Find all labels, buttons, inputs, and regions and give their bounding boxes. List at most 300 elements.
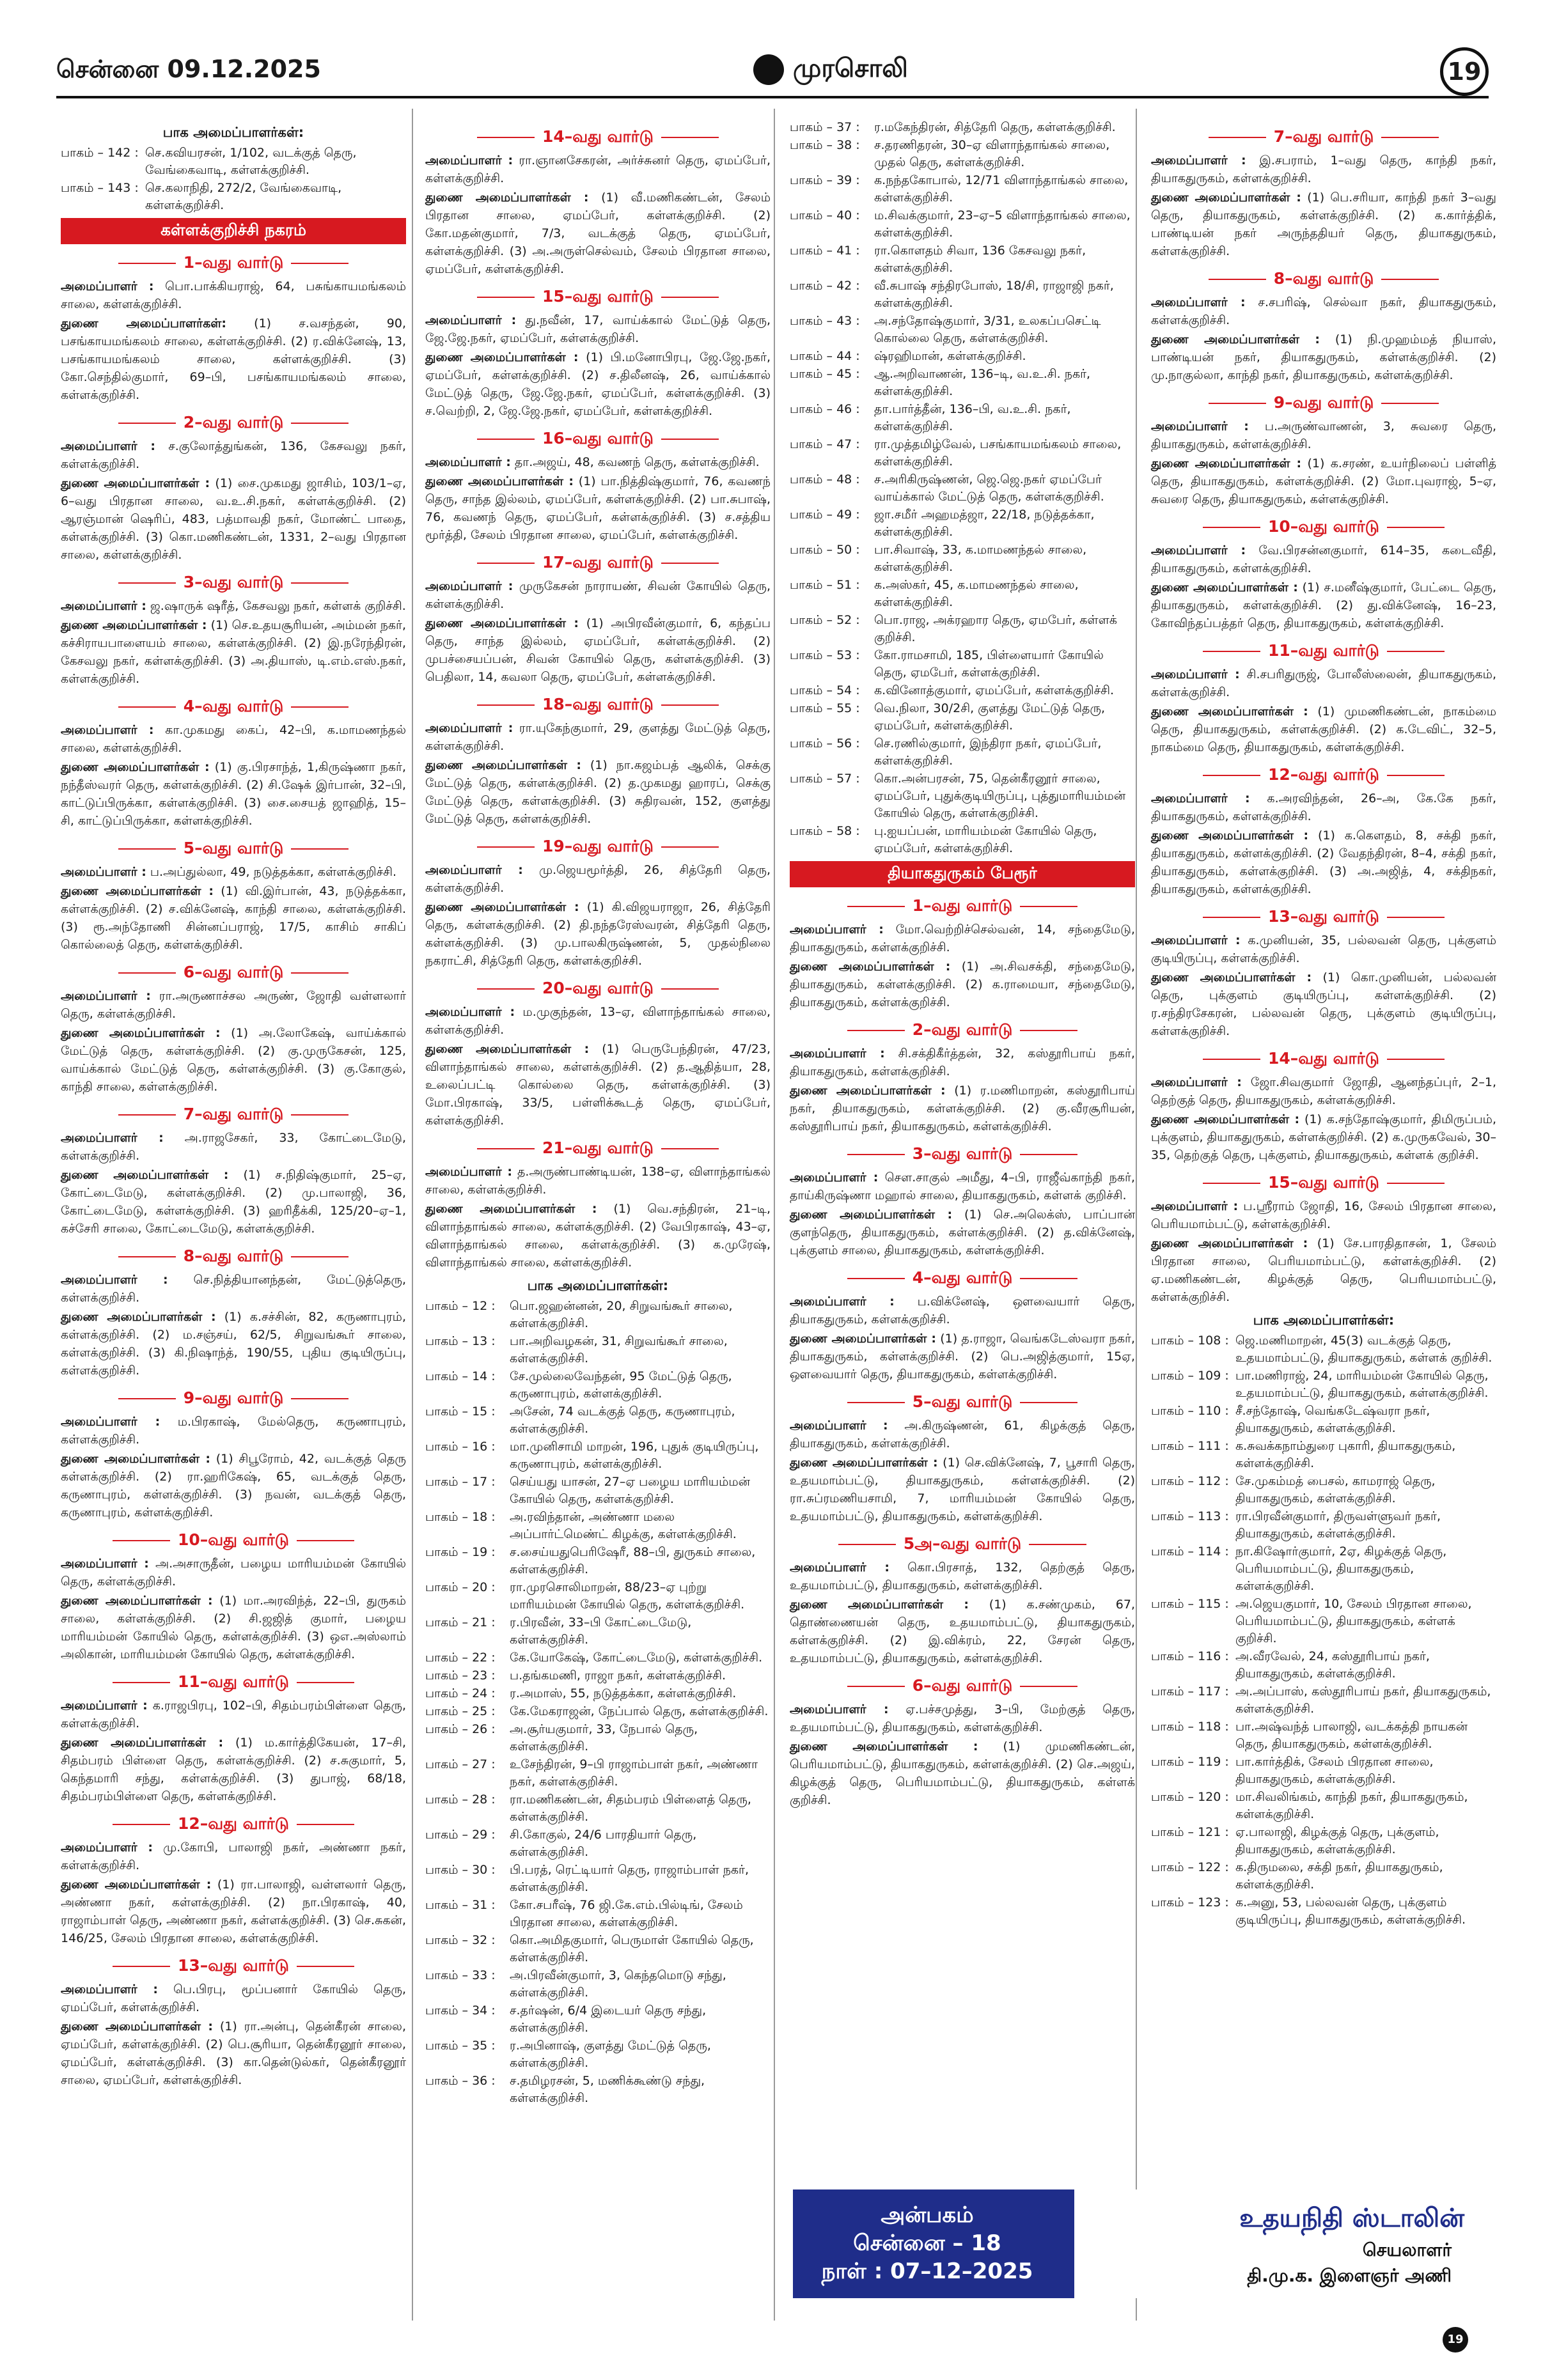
deputies-label: துணை அமைப்பாளர்கள் : [1151,704,1308,719]
deputies-label: துணை அமைப்பாளர்கள் : [425,191,589,205]
ward-deputies [790,958,1135,1011]
deputies-label: துணை அமைப்பாளர்கள் : [790,1598,969,1612]
deputies-value: (1) க.சச்சின், 82, கருணாபுரம், கள்ளக்குறிச்சி. (2) ம.சஞ்சய், 62/5, சிறுவங்கூர் சாலை, கள்ளக்குறிச்சி. (3) கி.நிஷாந்த், 190/55, புதிய குடியிருப்பு, கள்ளக்குறிச்சி. [61,1310,406,1378]
deputies-label: துணை அமைப்பாளர்கள் : [61,476,210,490]
ward-deputies [61,1024,406,1096]
organiser-label: அமைப்பாளர் : [790,1702,889,1716]
masthead [753,54,908,86]
booth-value: அ.பிரவீன்குமார், 3, கெந்தமொடு சந்து, கள்ளக்குறிச்சி. [510,1968,726,2000]
organiser-label: அமைப்பாளர் : [790,922,884,937]
booth-value: சே.முல்லைவேந்தன், 95 மேட்டுத் தெரு, கருணாபுரம், கள்ளக்குறிச்சி. [510,1369,732,1401]
ward-title: 16–வது வார்டு [425,429,771,450]
ward-title: 9–வது வார்டு [1151,393,1496,414]
deputies-label: துணை அமைப்பாளர்கள் : [790,1739,978,1754]
organiser-value: க.ராஜபிரபு, 102–பி, சிதம்பரம்பிள்ளை தெரு, கள்ளக்குறிச்சி. [61,1699,407,1731]
booth-key: பாகம் – 27 : [425,1757,496,1771]
ward-title: 4–வது வார்டு [790,1268,1135,1289]
booth-key: பாகம் – 118 : [1151,1720,1229,1734]
booth-row [425,1368,771,1403]
booth-value: கே.மேகராஜன், நேப்பால் தெரு, கள்ளக்குறிச்சி. [510,1704,769,1718]
booth-key: பாகம் – 56 : [790,736,860,751]
ward-title: 15–வது வார்டு [1151,1173,1496,1194]
booth-row [790,541,1135,576]
deputies-value: (1) அ.லோகேஷ், வாய்க்கால் மேட்டுத் தெரு, கள்ளக்குறிச்சி. (2) கு.முருகேசன், 125, வாய்க்கால் மேட்டுத் தெரு, கள்ளக்குறிச்சி. (3) கு.கோகுல், காந்தி சாலை, கள்ளக்குறிச்சி. [61,1026,406,1094]
deputies-value: (1) கொ.முனியன், பல்லவன் தெரு, புக்குளம் குடியிருப்பு, கள்ளக்குறிச்சி. (2) ர.சந்திரசேகரன், பல்லவன் தெரு, புக்குளம் குடியிருப்பு, கள்ளக்குறிச்சி. [1151,970,1496,1038]
booth-value: அ.ரவிந்தான், அண்ணா மலை அப்பார்ட்மெண்ட் கிழக்கு, கள்ளக்குறிச்சி. [510,1510,737,1541]
ward-organiser [790,1169,1135,1204]
deputies-value: (1) க.சரண், உயர்நிலைப் பள்ளித் தெரு, தியாகதுருகம், கள்ளக்குறிச்சி. (2) மோ.புவராஜ், 5–ஏ, சுவரை தெரு, தியாகதுருகம், கள்ளக்குறிச்சி. [1151,456,1496,506]
organiser-label: அமைப்பாளர் : [61,439,156,453]
booth-value: ரா.முரசொலிமாறன், 88/23–ஏ புற்று மாரியம்மன் கோயில் தெரு, கள்ளக்குறிச்சி. [510,1580,745,1612]
booth-key: பாகம் – 29 : [425,1828,496,1842]
booth-key: பாகம் – 13 : [425,1334,496,1348]
ward-organiser [425,311,771,347]
booth-row [425,1721,771,1755]
organiser-label: அமைப்பாளர் : [425,1165,512,1179]
organiser-value: அ.கிருஷ்ணன், 61, கிழக்குத் தெரு, தியாகதுருகம், கள்ளக்குறிச்சி. [790,1419,1136,1451]
deputies-label: துணை அமைப்பாளர்கள் : [425,900,579,914]
organiser-label: அமைப்பாளர் : [425,455,511,469]
deputies-value: (1) ச.நிதிஷ்குமார், 25–ஏ, கோட்டைமேடு, கள்ளக்குறிச்சி. (2) மு.பாலாஜி, 36, கோட்டைமேடு, கள்ளக்குறிச்சி. (3) ஹரிதீக்கி, 125/20–ஏ–1, கச்சேரி சாலை, கோட்டைமேடு, கள்ளக்குறிச்சி. [61,1168,406,1236]
booth-row [425,1826,771,1861]
ward-organiser [61,1839,406,1874]
booth-value: ர.மகேந்திரன், சித்தேரி தெரு, கள்ளக்குறிச்சி. [874,120,1116,134]
booth-key: பாகம் – 51 : [790,578,860,592]
deputies-label: துணை அமைப்பாளர்கள் : [425,758,581,772]
booth-value: அ.வீரவேல், 24, கஸ்தூரிபாய் நகர், தியாகதுருகம், கள்ளக்குறிச்சி. [1235,1649,1430,1681]
booth-row [790,577,1135,611]
ward-title: 11–வது வார்டு [1151,641,1496,662]
booth-key: பாகம் – 16 : [425,1440,496,1454]
booth-key: பாகம் – 52 : [790,613,860,627]
booth-row [425,1862,771,1896]
booth-value: ரா.முத்தமிழ்வேல், பசங்காயமங்கலம் சாலை, கள்ளக்குறிச்சி. [874,437,1122,469]
organiser-label: அமைப்பாளர் : [1151,153,1246,167]
ward-organiser [790,1559,1135,1594]
organiser-label: அமைப்பாளர் : [1151,1199,1239,1213]
booth-row [425,1649,771,1667]
booth-value: ச.சைய்யதுபெரிஷேரீ, 88–பி, துருகம் சாலை, கள்ளக்குறிச்சி. [510,1545,756,1576]
ward-organiser [1151,541,1496,577]
ward-deputies [425,1040,771,1130]
section-banner: கள்ளக்குறிச்சி நகரம் [61,218,406,244]
booth-row [425,1474,771,1508]
booth-key: பாகம் – 20 : [425,1580,496,1594]
ward-deputies [1151,455,1496,508]
ward-deputies [61,2018,406,2089]
booth-value: சீ.சந்தோஷ், வெங்கடேஷ்வரா நகர், தியாகதுருகம், கள்ளக்குறிச்சி. [1235,1404,1430,1435]
organiser-label: அமைப்பாளர் : [61,989,151,1003]
ward-title: 14–வது வார்டு [425,127,771,148]
deputies-value: (1) செ.அலெக்ஸ், பாப்பான் குளந்தெரு, தியாகதுருகம், கள்ளக்குறிச்சி. (2) த.விக்னேஷ், புக்குளம் சாலை, தியாகதுருகம், கள்ளக்குறிச்சி. [790,1208,1135,1257]
organiser-label: அமைப்பாளர் : [1151,419,1249,433]
footer-page-number: 19 [1443,2327,1468,2353]
booth-value: அ.அப்பாஸ், கஸ்தூரிபாய் நகர், தியாகதுருகம், கள்ளக்குறிச்சி. [1235,1684,1491,1716]
column-4 [1151,118,1496,1929]
booth-value: ச.அரிகிருஷ்ணன், ஜெ.ஜெ.நகர் ஏமப்பேர் வாய்க்கால் மேட்டுத் தெரு, கள்ளக்குறிச்சி. [874,472,1104,504]
organiser-value: ச.குலோத்துங்கன், 136, கேசவலு நகர், கள்ளக்குறிச்சி. [61,439,406,471]
booth-key: பாகம் – 113 : [1151,1509,1229,1523]
ward-deputies [61,758,406,830]
booth-key: பாகம் – 44 : [790,349,860,363]
booth-value: க.வினோத்குமார், ஏமப்பேர், கள்ளக்குறிச்சி. [874,683,1115,697]
organiser-label: அமைப்பாளர் : [1151,933,1241,947]
booth-key: பாகம் – 31 : [425,1898,496,1912]
organiser-value: மு.ஜெயமூர்த்தி, 26, சித்தேரி தெரு, கள்ளக்குறிச்சி. [425,863,771,895]
ward-deputies [1151,703,1496,756]
booth-row [1151,1648,1496,1683]
ward-deputies [1151,331,1496,384]
deputies-value: (1) ச.மனீஷ்குமார், பேட்டை தெரு, தியாகதுருகம், கள்ளக்குறிச்சி. (2) து.விக்னேஷ், 16–23, கோவிந்தப்பத்தர் தெரு, தியாகதுருகம், கள்ளக்குறிச்சி. [1151,580,1496,630]
booth-row [790,506,1135,541]
deputies-value: (1) க.சண்முகம், 67, தொண்ணையன் தெரு, உதயமாம்பட்டு, தியாகதுருகம், கள்ளக்குறிச்சி. (2) இ.விக்ரம், 22, சேரன் தெரு, உதயமாம்பட்டு, தியாகதுருகம், கள்ளக்குறிச்சி. [790,1598,1135,1665]
ward-title: 8–வது வார்டு [61,1247,406,1268]
booth-key: பாகம் – 55 : [790,701,860,715]
booth-row [425,1897,771,1931]
ward-deputies [61,1166,406,1238]
deputies-label: துணை அமைப்பாளர்கள் : [1151,191,1301,205]
page-number: 19 [1440,47,1489,96]
column-divider [774,109,775,2321]
booth-value: ஜெ.மணிமாறன், 45(3) வடக்குத் தெரு, உதயமாம்பட்டு, தியாகதுருகம், கள்ளக் குறிச்சி. [1235,1334,1492,1365]
organiser-label: அமைப்பாளர் : [1151,543,1246,557]
ward-title: 5அ–வது வார்டு [790,1534,1135,1555]
ward-deputies [790,1596,1135,1667]
deputies-label: துணை அமைப்பாளர்கள்: [61,316,226,331]
organiser-value: ப.ஸ்ரீராம் ஜோதி, 16, சேலம் பிரதான சாலை, பெரியமாம்பட்டு, கள்ளக்குறிச்சி. [1151,1199,1496,1231]
deputies-value: (1) செ.விக்னேஷ், 7, பூசாரி தெரு, உதயமாம்பட்டு, தியாகதுருகம், கள்ளக்குறிச்சி. (2) ரா.சுப்ரமணியசாமி, 7, மாரியம்மன் கோயில் தெரு, உதயமாம்பட்டு, தியாகதுருகம், கள்ளக்குறிச்சி. [790,1456,1135,1523]
ward-organiser [790,1045,1135,1080]
booth-value: ஆ.அறிவாணன், 136–டி, வ.உ.சி. நகர், கள்ளக்குறிச்சி. [874,367,1091,398]
booth-value: ரா.கொளதம் சிவா, 136 கேசவலு நகர், கள்ளக்குறிச்சி. [874,244,1086,275]
deputies-label: துணை அமைப்பாளர்கள் : [61,1736,224,1750]
organiser-label: அமைப்பாளர் : [425,1005,515,1019]
organiser-value: கா.முகமது கைப், 42–பி, க.மாமணந்தல் சாலை, கள்ளக்குறிச்சி. [61,723,407,755]
deputies-value: (1) வி.இர்பான், 43, நடுத்தக்கா, கள்ளக்குறிச்சி. (2) ச.விக்னேஷ், காந்தி சாலை, கள்ளக்குறிச்சி. (3) ரூ.அந்தோணி சின்னப்பராஜ், 17/5, காசிம் சாகிப் கொல்லைத் தெரு, கள்ளக்குறிச்சி. [61,884,407,952]
ward-deputies [1151,579,1496,632]
column-2 [425,118,771,2108]
booth-row [425,1791,771,1826]
ward-deputies [425,1200,771,1272]
ward-title: 7–வது வார்டு [61,1105,406,1126]
organiser-value: மு.கோபி, பாலாஜி நகர், அண்ணா நகர், கள்ளக்குறிச்சி. [61,1840,406,1872]
booth-key: பாகம் – 41 : [790,244,860,258]
ward-title: 9–வது வார்டு [61,1388,406,1410]
booth-row [1151,1859,1496,1894]
organiser-label: அமைப்பாளர் : [425,579,513,593]
header-rule [56,96,1489,98]
booth-row [1151,1683,1496,1718]
column-divider [1136,109,1137,2321]
booth-row [790,612,1135,646]
organiser-value: தா.அஜய், 48, கவணந் தெரு, கள்ளக்குறிச்சி. [514,455,760,469]
ward-title: 6–வது வார்டு [61,963,406,984]
booth-row [1151,1718,1496,1753]
booth-value: ரா.பிரவீன்குமார், திருவள்ளுவர் நகர், தியாகதுருகம், கள்ளக்குறிச்சி. [1235,1509,1441,1541]
booth-key: பாகம் – 15 : [425,1404,496,1419]
booth-row [425,1614,771,1649]
booth-row [790,647,1135,681]
ward-title: 13–வது வார்டு [1151,907,1496,928]
booth-row [1151,1473,1496,1507]
ward-deputies [61,616,406,688]
organiser-label: அமைப்பாளர் : [61,1557,149,1571]
booth-value: க.நந்தகோபால், 12/71 விளாந்தாங்கல் சாலை, கள்ளக்குறிச்சி. [874,173,1129,205]
deputies-label: துணை அமைப்பாளர்கள் : [790,960,951,974]
deputies-label: துணை அமைப்பாளர்கள் : [61,1452,210,1466]
ward-organiser [790,1700,1135,1736]
booth-value: பொ.ராஜ, அக்ரஹார தெரு, ஏமபேர், கள்ளக் குறிச்சி. [874,613,1117,644]
booth-key: பாகம் – 34 : [425,2003,496,2018]
organiser-value: கொ.பிரசாத், 132, தெற்குத் தெரு, உதயமாம்பட்டு, தியாகதுருகம், கள்ளக்குறிச்சி. [790,1560,1136,1592]
booth-row [425,2073,771,2107]
deputies-value: (1) நா.கஜம்பத் ஆலிக், செக்கு மேட்டுத் தெரு, கள்ளக்குறிச்சி. (2) த.முகமது ஹாரப், செக்கு மேட்டுத் தெரு, கள்ளக்குறிச்சி. (3) சுதிரவன், 152, குளத்து மேட்டுத் தெரு, கள்ளக்குறிச்சி. [425,758,771,826]
ward-title: 2–வது வார்டு [61,413,406,434]
deputies-label: துணை அமைப்பாளர்கள் : [61,1878,212,1892]
ward-deputies [61,1308,406,1380]
organiser-value: ப.அப்துல்லா, 49, நடுத்தக்கா, கள்ளக்குறிச்சி. [150,865,397,879]
ward-title: 10–வது வார்டு [1151,517,1496,538]
booth-row [1151,1508,1496,1543]
ward-title: 6–வது வார்டு [790,1676,1135,1697]
booth-key: பாகம் – 112 : [1151,1474,1229,1488]
booth-row [1151,1367,1496,1402]
sign-date: நாள் : 07–12–2025 [821,2259,1033,2284]
booth-value: ர.அமாஸ், 55, நடுத்தக்கா, கள்ளக்குறிச்சி. [510,1686,737,1700]
booth-key: பாகம் – 108 : [1151,1334,1229,1348]
deputies-label: துணை அமைப்பாளர்கள் : [790,1084,946,1098]
paper-name: முரசொலி [793,54,908,83]
ward-title: 18–வது வார்டு [425,695,771,716]
booth-row [790,277,1135,312]
booth-key: பாகம் – 39 : [790,173,860,187]
ward-title: 5–வது வார்டு [790,1392,1135,1413]
organiser-value: ஜ.ஷாருக் ஷரீத், கேசவலு நகர், கள்ளக் குறிச்சி. [150,599,406,613]
ward-title: 3–வது வார்டு [790,1144,1135,1165]
section-subheading: பாக அமைப்பாளர்கள்: [1253,1312,1395,1328]
booth-key: பாகம் – 49 : [790,508,860,522]
ward-organiser [1151,931,1496,967]
deputies-label: துணை அமைப்பாளர்கள் : [790,1332,936,1346]
booth-row [790,682,1135,699]
booth-row [425,1685,771,1702]
booth-value: ச.தரணிதரன், 30–ஏ விளாந்தாங்கல் சாலை, முதல் தெரு, கள்ளக்குறிச்சி. [874,138,1110,169]
booth-key: பாகம் – 14 : [425,1369,496,1383]
organiser-value: பொ.பாக்கியராஜ், 64, பசுங்காயமங்கலம் சாலை, கள்ளக்குறிச்சி. [61,279,407,311]
organiser-value: து.நவீன், 17, வாய்க்கால் மேட்டுத் தெரு, ஜே.ஜே.நகர், ஏமப்பேர், கள்ளக்குறிச்சி. [425,313,771,345]
ward-organiser [425,453,771,471]
booth-value: சே.முகம்மத் பைசல், காமராஜ் தெரு, தியாகதுருகம், கள்ளக்குறிச்சி. [1235,1474,1436,1505]
booth-value: ர.பிரவீன், 33–பி கோட்டைமேடு, கள்ளக்குறிச்சி. [510,1615,692,1647]
booth-value: ச.தமிழரசன், 5, மணிக்கூண்டு சந்து, கள்ளக்குறிச்சி. [510,2074,705,2105]
ward-deputies [61,1734,406,1805]
ward-organiser [790,1293,1135,1328]
deputies-label: துணை அமைப்பாளர்கள் : [61,760,210,774]
deputies-label: துணை அமைப்பாளர்கள் : [1151,1236,1308,1250]
section-subheading: பாக அமைப்பாளர்கள்: [527,1278,669,1293]
deputies-value: (1) செ.உதயசூரியன், அம்மன் நகர், கச்சிராயபாளையம் சாலை, கள்ளக்குறிச்சி. (2) இ.நரேந்திரன், கேசவலு நகர், கள்ளக்குறிச்சி. (3) அ.தியாஸ், டி.எம்.எஸ்.நகர், கள்ளக்குறிச்சி. [61,618,407,686]
organiser-label: அமைப்பாளர் : [790,1171,879,1185]
booth-value: அ.சந்தோஷ்குமார், 3/31, உலகப்பசெட்டி கொல்லை தெரு, கள்ளக்குறிச்சி. [874,314,1101,345]
booth-value: கே.யோகேஷ், கோட்டைமேடு, கள்ளக்குறிச்சி. [510,1651,763,1665]
booth-key: பாகம் – 142 : [61,146,139,160]
booth-key: பாகம் – 12 : [425,1299,496,1313]
ward-organiser [790,921,1135,956]
booth-value: அ.சூர்யகுமார், 33, நேபால் தெரு, கள்ளக்குறிச்சி. [510,1722,698,1754]
booth-row [790,735,1135,770]
ward-title: 19–வது வார்டு [425,837,771,858]
organiser-value: ரா.யுகேந்குமார், 29, குளத்து மேட்டுத் தெரு, கள்ளக்குறிச்சி. [425,721,771,753]
booth-value: பி.பரத், ரெட்டியார் தெரு, ராஜாம்பாள் நகர், கள்ளக்குறிச்சி. [510,1863,749,1894]
organiser-label: அமைப்பாளர் : [790,1419,888,1433]
booth-row [61,180,406,214]
organiser-value: சௌ.சாகுல் அமீது, 4–பி, ராஜீவ்காந்தி நகர், தாய்கிருஷ்ணா மஹால் சாலை, தியாகதுருகம், கள்ளக் குறிச்சி. [790,1171,1135,1202]
booth-row [61,144,406,179]
deputies-value: (1) சிபூரோம், 42, வடக்குத் தெரு கள்ளக்குறிச்சி. (2) ரா.ஹரிகேஷ், 65, வடக்குத் தெரு, கருணாபுரம், கள்ளக்குறிச்சி. (3) நவன், வடக்குத் தெரு, கருணாபுரம், கள்ளக்குறிச்சி. [61,1452,406,1520]
deputies-label: துணை அமைப்பாளர்கள் : [425,474,574,488]
booth-row [790,700,1135,735]
booth-row [790,172,1135,206]
ward-deputies [1151,189,1496,260]
organiser-value: க.அரவிந்தன், 26–அ, கே.கே நகர், தியாகதுருகம், கள்ளக்குறிச்சி. [1151,791,1497,823]
booth-row [1151,1789,1496,1823]
deputies-value: (1) அபிரவீன்குமார், 6, கந்தப்ப தெரு, சாந்த இல்லம், ஏமப்பேர், கள்ளக்குறிச்சி. (2) முபச்சையப்பன், சிவன் கோயில் தெரு, கள்ளக்குறிச்சி. (3) பெதிலா, 14, கவலா தெரு, ஏமப்பேர், கள்ளக்குறிச்சி. [425,616,771,684]
booth-key: பாகம் – 24 : [425,1686,496,1700]
deputies-label: துணை அமைப்பாளர்கள் : [61,2019,214,2034]
deputies-value: (1) பெ.சரியா, காந்தி நகர் 3–வது தெரு, தியாகதுருகம், கள்ளக்குறிச்சி. (2) க.கார்த்திக், பாண்டியன் நகர் அருந்ததியர் தெரு, தியாகதுருகம், கள்ளக்குறிச்சி. [1151,191,1496,258]
booth-value: ம.சிவக்குமார், 23–ஏ–5 விளாந்தாங்கல் சாலை, கள்ளக்குறிச்சி. [874,208,1131,240]
organiser-value: சி.சக்திகீர்த்தன், 32, கஸ்தூரிபாய் நகர், தியாகதுருகம், கள்ளக்குறிச்சி. [790,1046,1136,1078]
booth-row [790,366,1135,400]
ward-title: 8–வது வார்டு [1151,269,1496,290]
ward-organiser [425,719,771,755]
issue-date: சென்னை 09.12.2025 [56,55,321,83]
booth-row [790,207,1135,242]
booth-value: கொ.அமிதகுமார், பெருமாள் கோயில் தெரு, கள்ளக்குறிச்சி. [510,1933,754,1964]
booth-key: பாகம் – 28 : [425,1793,496,1807]
booth-value: செ.ரணில்குமார், இந்திரா நகர், ஏமப்பேர், கள்ளக்குறிச்சி. [874,736,1102,768]
booth-row [425,1403,771,1438]
section-banner: தியாகதுருகம் பேரூர் [790,861,1135,887]
deputies-value: (1) ர.மணிமாறன், கஸ்தூரிபாய் நகர், தியாகதுருகம், கள்ளக்குறிச்சி. (2) கு.வீரசூரியன், கஸ்தூரிபாய் நகர், தியாகதுருகம், கள்ளக்குறிச்சி. [790,1084,1136,1133]
organiser-value: வே.பிரசன்னகுமார், 614–35, கடைவீதி, தியாகதுருகம், கள்ளக்குறிச்சி. [1151,543,1497,575]
ward-deputies [61,474,406,564]
organiser-value: ச.சபரிஷ், செல்வா நகர், தியாகதுருகம், கள்ளக்குறிச்சி. [1151,295,1496,327]
ward-organiser [425,1003,771,1039]
deputies-value: (1) வீ.மணிகண்டன், சேலம் பிரதான சாலை, ஏமப்பேர், கள்ளக்குறிச்சி. (2) கோ.மதன்குமார், 7/3, வடக்குத் தெரு, ஏமப்பேர், கள்ளக்குறிச்சி. (3) அ.அருள்செல்வம், சேலம் பிரதான சாலை, ஏமப்பேர், கள்ளக்குறிச்சி. [425,191,771,276]
booth-row [790,348,1135,365]
organiser-value: ஜோ.சிவகுமார் ஜோதி, ஆனந்தப்புர், 2–1, தெற்குத் தெரு, தியாகதுருகம், கள்ளக்குறிச்சி. [1151,1075,1497,1107]
ward-organiser [1151,789,1496,825]
booth-value: உசேந்திரன், 9–பி ராஜாம்பாள் நகர், அண்ணா நகர், கள்ளக்குறிச்சி. [510,1757,758,1789]
booth-value: தா.பார்த்தீன், 136–பி, வ.உ.சி. நகர், கள்ளக்குறிச்சி. [874,402,1071,433]
booth-key: பாகம் – 19 : [425,1545,496,1559]
booth-key: பாகம் – 36 : [425,2074,496,2088]
deputies-value: (1) சை.முகமது ஜாசிம், 103/1–ஏ, 6–வது பிரதான சாலை, வ.உ.சி.நகர், கள்ளக்குறிச்சி. (2) ஆரஞ்மான் ஷெரிப், 483, பத்மாவதி நகர், மோண்ட் பாதை, கள்ளக்குறிச்சி. (3) கொ.மணிகண்டன், 1331, 2–வது பிரதான சாலை, கள்ளக்குறிச்சி. [61,476,406,562]
deputies-value: (1) முமணிகண்டன், பெரியமாம்பட்டு, தியாகதுருகம், கள்ளக்குறிச்சி. (2) செ.அஜய், கிழக்குத் தெரு, பெரியமாம்பட்டு, தியாகதுருகம், கள்ளக் குறிச்சி. [790,1739,1136,1807]
booth-row [790,313,1135,347]
booth-value: கோ.சபரீஷ், 76 ஜி.கே.எம்.பில்டிங், சேலம் பிரதான சாலை, கள்ளக்குறிச்சி. [510,1898,743,1929]
ward-deputies [425,898,771,970]
booth-key: பாகம் – 117 : [1151,1684,1229,1699]
signatory-name: உதயநிதி ஸ்டாலின் [1239,2204,1464,2233]
booth-value: கொ.அன்பரசன், 75, தென்கீரனூர் சாலை, ஏமப்பேர், புதுக்குடியிருப்பு, புத்துமாரியம்மன் கோயில் தெரு, கள்ளக்குறிச்சி. [874,772,1126,820]
booth-key: பாகம் – 57 : [790,772,860,786]
booth-key: பாகம் – 109 : [1151,1369,1229,1383]
ward-deputies [790,1082,1135,1135]
organiser-value: ப.விக்னேஷ், ஔவையார் தெரு, தியாகதுருகம், கள்ளக்குறிச்சி. [790,1295,1135,1326]
booth-key: பாகம் – 110 : [1151,1404,1229,1418]
deputies-value: (1) நி.முஹம்மத் நியாஸ், பாண்டியன் நகர், தியாகதுருகம், கள்ளக்குறிச்சி. (2) மு.நாகுல்லா, காந்தி நகர், தியாகதுருகம், கள்ளக்குறிச்சி. [1151,332,1496,382]
ward-deputies [61,1876,406,1947]
booth-value: அ.ஜெயகுமார், 10, சேலம் பிரதான சாலை, பெரியமாம்பட்டு, தியாகதுருகம், கள்ளக் குறிச்சி. [1235,1597,1472,1645]
deputies-label: துணை அமைப்பாளர்கள் : [1151,456,1302,471]
deputies-label: துணை அமைப்பாளர்கள் : [1151,332,1320,346]
deputies-label: துணை அமைப்பாளர்கள் : [61,618,207,632]
ward-organiser [425,577,771,613]
organiser-value: முருகேசன் நாராயண், சிவன் கோயில் தெரு, கள்ளக்குறிச்சி. [425,579,771,611]
ward-deputies [61,1450,406,1521]
booth-value: பொ.ஜஹன்னன், 20, சிறுவங்கூர் சாலை, கள்ளக்குறிச்சி. [510,1299,733,1330]
booth-value: க.அஸ்கர், 45, க.மாமணந்தல் சாலை, கள்ளக்குறிச்சி. [874,578,1079,609]
booth-value: க.சுவக்கநாம்துரை புகாரி, தியாகதுருகம், கள்ளக்குறிச்சி. [1235,1439,1456,1470]
booth-key: பாகம் – 26 : [425,1722,496,1736]
ward-title: 11–வது வார்டு [61,1672,406,1693]
ward-organiser [61,277,406,313]
booth-key: பாகம் – 17 : [425,1475,496,1489]
organiser-label: அமைப்பாளர் : [1151,295,1246,309]
deputies-value: (1) சே.பாரதிதாசன், 1, சேலம் பிரதான சாலை, பெரியமாம்பட்டு, கள்ளக்குறிச்சி. (2) ஏ.மணிகண்டன், கிழக்குத் தெரு, பெரியமாம்பட்டு, கள்ளக்குறிச்சி. [1151,1236,1497,1304]
organiser-value: ரா.ஞானசேகரன், அர்ச்சுனர் தெரு, ஏமப்பேர், கள்ளக்குறிச்சி. [425,153,771,185]
deputies-label: துணை அமைப்பாளர்கள் : [61,1310,216,1324]
organiser-value: சி.சபரிதுருஜ், போலீஸ்லைன், தியாகதுருகம், கள்ளக்குறிச்சி. [1151,667,1497,699]
deputies-label: துணை அமைப்பாளர்கள் : [425,1042,590,1056]
organiser-label: அமைப்பாளர் : [425,153,513,167]
booth-key: பாகம் – 22 : [425,1651,496,1665]
ward-title: 10–வது வார்டு [61,1530,406,1552]
organiser-label: அமைப்பாளர் : [61,723,154,737]
ward-title: 1–வது வார்டு [61,253,406,274]
deputies-value: (1) மா.அரவிந்த், 22–பி, துருகம் சாலை, கள்ளக்குறிச்சி. (2) சி.ஜஜித் குமார், பழைய மாரியம்மன் கோயில் தெரு, கள்ளக்குறிச்சி. (3) ஒஎ.அஸ்லாம் அலிகான், மாரியம்மன் கோயில் தெரு, கள்ளக்குறிச்சி. [61,1594,407,1661]
deputies-label: துணை அமைப்பாளர்கள் : [790,1456,938,1470]
column-3 [790,118,1135,1810]
organiser-label: அமைப்பாளர் : [790,1560,890,1575]
organiser-value: ப.அருண்வாணன், 3, சுவரை தெரு, தியாகதுருகம், கள்ளக்குறிச்சி. [1151,419,1497,451]
booth-row [425,1438,771,1473]
booth-value: பா.கார்த்திக், சேலம் பிரதான சாலை, தியாகதுருகம், கள்ளக்குறிச்சி. [1235,1755,1434,1786]
ward-organiser [61,1980,406,2016]
ward-title: 12–வது வார்டு [61,1814,406,1835]
booth-key: பாகம் – 111 : [1151,1439,1229,1453]
deputies-value: (1) ச.வசந்தன், 90, பசங்காயமங்கலம் சாலை, கள்ளக்குறிச்சி. (2) ர.விக்னேஷ், 13, பசங்காயமங்கலம் சாலை, கள்ளக்குறிச்சி. (3) கோ.செந்தில்குமார், 69–பி, பசங்காயமங்கலம் சாலை, கள்ளக்குறிச்சி. [61,316,406,402]
ward-title: 14–வது வார்டு [1151,1049,1496,1070]
organiser-label: அமைப்பாளர் : [61,1982,158,1996]
organiser-label: அமைப்பாளர் : [425,313,517,327]
booth-row [425,1756,771,1791]
ward-organiser [61,1413,406,1449]
ward-deputies [790,1206,1135,1259]
signature-place [793,2189,1061,2310]
booth-row [425,2037,771,2072]
booth-value: அசேன், 74 வடக்குத் தெரு, கருணாபுரம், கள்ளக்குறிச்சி. [510,1404,735,1436]
deputies-value: (1) கு.பிரசாந்த், 1,கிருஷ்ணா நகர், நந்தீஸ்வரர் தெரு, கள்ளக்குறிச்சி. (2) சி.ஷேக் இர்பான், 32–பி, காட்டுப்பிருக்கா, கள்ளக்குறிச்சி. (3) சை.சையத் ஜாஹித், 15–சி, காட்டுப்பிருக்கா, கள்ளக்குறிச்சி. [61,760,406,828]
booth-key: பாகம் – 50 : [790,543,860,557]
ward-deputies [425,348,771,420]
deputies-value: (1) ம.கார்த்திகேயன், 17–சி, சிதம்பரம் பிள்ளை தெரு, கள்ளக்குறிச்சி. (2) ச.சுகுமார், 5, கெந்தமாரி சந்து, கள்ளக்குறிச்சி. (3) துபாஜ், 68/18, சிதம்பரம்பிள்ளை தெரு, கள்ளக்குறிச்சி. [61,1736,406,1803]
organiser-value: அ.ராஜசேகர், 33, கோட்டைமேடு, கள்ளக்குறிச்சி. [61,1131,406,1163]
booth-row [425,1333,771,1367]
booth-key: பாகம் – 47 : [790,437,860,451]
